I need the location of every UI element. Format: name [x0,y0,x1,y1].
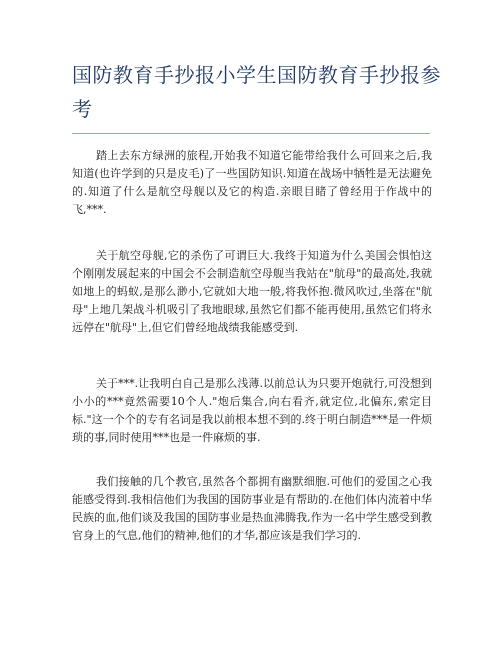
paragraph-1: 踏上去东方绿洲的旅程,开始我不知道它能带给我什么可回来之后,我知道(也许学到的只是皮毛)了一些国防知识.知道在战场中牺牲是无法避免的.知道了什么是航空母舰以及它的构造.亲眼目睹了曾经用于作战中的飞,***. [72,149,432,216]
paragraph-2: 关于航空母舰,它的杀伤了可谓巨大.我终于知道为什么美国会惧怕这个刚刚发展起来的中国会不会制造航空母舰当我站在"航母"的最高处,我就如地上的蚂蚁,是那么渺小,它就如大地一般,将我怀抱.微风吹过,坐落在"航母"上地几架战斗机吸引了我地眼球,虽然它们都不能再使用,虽然它们将永远停在"航母"上,但它们曾经地战绩我能感受到. [72,249,432,334]
title-underline [72,133,430,134]
paragraph-3: 关于***.让我明白自己是那么浅薄.以前总认为只要开炮就行,可没想到小小的***竟然需要10个人."炮后集合,向右看齐,就定位,北偏东,索定目标."这一个个的专有名词是我以前根本想不到的.终于明白制造***是一件烦琐的事,同时使用***也是一件麻烦的事. [72,377,432,444]
document-title: 国防教育手抄报小学生国防教育手抄报参考 [72,63,441,121]
paragraph-4: 我们接触的几个教官,虽然各个都拥有幽默细胞.可他们的爱国之心我能感受得到.我相信他们为我国的国防事业是有帮助的.在他们体内流着中华民族的血,他们谈及我国的国防事业是热血沸腾我,作为一名中学生感受到教官身上的气息,他们的精神,他们的才华,都应该是我们学习的. [72,475,432,542]
